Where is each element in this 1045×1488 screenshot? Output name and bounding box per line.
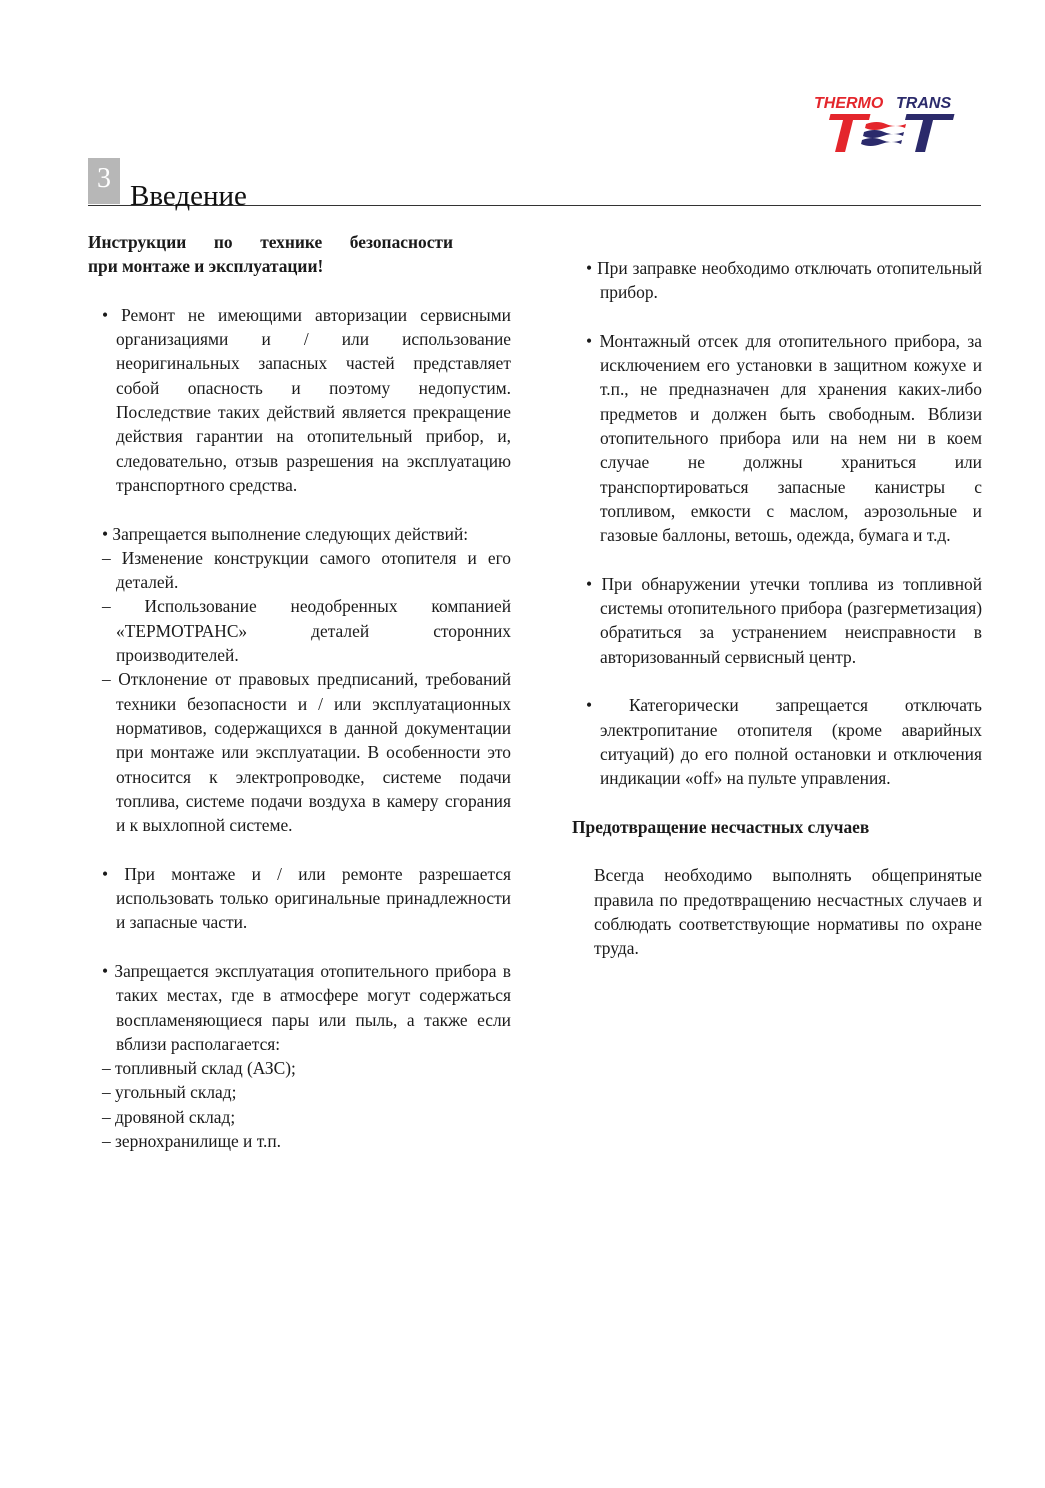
mounting-compartment-paragraph: • Монтажный отсек для отопительного прибора, за исключением его установки в защитном кожухе и т.п., не предназначен для хранения каких-либо предметов и должен быть свободным. Вблизи отопительного прибора или на нем ни в коем случае не должны храниться или транспортироваться запасные канистры с топливом, емкости с маслом, аэрозольные и газовые баллоны, ветошь, одежда, бумага и т.д. [586, 330, 982, 546]
left-column [88, 230, 511, 1153]
original-parts-paragraph: • При монтаже и / или ремонте разрешается использовать только оригинальные принадлежности и запасные части. [102, 863, 511, 933]
hazardous-location-item: – зернохранилище и т.п. [102, 1130, 282, 1151]
safety-heading [88, 230, 453, 279]
right-column [572, 256, 982, 961]
prohibited-actions-paragraph: • Запрещается выполнение следующих действий: [102, 523, 469, 544]
hazardous-location-item: – угольный склад; [102, 1082, 237, 1103]
unauthorized-repair-paragraph: • Ремонт не имеющими авторизации сервисными организациями и / или использование неоригинальных запасных частей представляет собой опасность и поэтому недопустим. Последствие таких действий является прекращение действия гарантии на отопительный прибор, и, следовательно, отзыв разрешения на эксплуатацию транспортного средства. [102, 304, 511, 495]
section-number: 3 [88, 158, 120, 204]
refueling-paragraph: • При заправке необходимо отключать отопительный прибор. [586, 258, 982, 303]
logo-graphic [812, 92, 980, 156]
prohibited-action-item: – Отклонение от правовых предписаний, требований техники безопасности и / или эксплуатационных нормативов, содержащихся в данной документации при монтаже или эксплуатации. В особенности это относится к электропроводке, системе подачи топлива, системе подачи воздуха в камеру сгорания и к выхлопной системе. [102, 669, 511, 836]
safety-heading-line2: при монтаже и эксплуатации! [88, 256, 324, 277]
logo-wordmark-right: TRANS [896, 95, 952, 112]
fuel-leak-paragraph: • При обнаружении утечки топлива из топливной системы отопительного прибора (разгерметизация) обратиться за устранением неисправности в авторизованный сервисный центр. [586, 573, 982, 667]
prohibited-action-item: – Использование неодобренных компанией «ТЕРМОТРАНС» деталей сторонних производителей. [102, 596, 511, 666]
accident-prevention-heading: Предотвращение несчастных случаев [572, 816, 870, 837]
power-disconnect-paragraph: • Категорически запрещается отключать электропитание отопителя (кроме аварийных ситуаций) до его полной остановки и отключения индикации «off» на пульте управления. [586, 695, 982, 789]
safety-heading-line1: Инструкции по технике безопасности [88, 232, 453, 252]
prohibited-action-item: – Изменение конструкции самого отопителя и его деталей. [102, 547, 511, 593]
hazardous-location-item: – топливный склад (АЗС); [102, 1058, 296, 1079]
thermotrans-logo [812, 92, 980, 156]
section-header [88, 157, 981, 213]
accident-prevention-paragraph: Всегда необходимо выполнять общепринятые правила по предотвращению несчастных случаев и соблюдать соответствующие нормативы по охране труда. [594, 865, 982, 959]
logo-monogram [821, 114, 954, 152]
hazardous-locations-paragraph: • Запрещается эксплуатация отопительного прибора в таких местах, где в атмосфере могут содержаться воспламеняющиеся пары или пыль, а также если вблизи располагается: [102, 960, 511, 1054]
logo-wordmark-left: THERMO [814, 95, 884, 112]
hazardous-location-item: – дровяной склад; [102, 1106, 236, 1127]
section-title: Введение [130, 180, 247, 213]
